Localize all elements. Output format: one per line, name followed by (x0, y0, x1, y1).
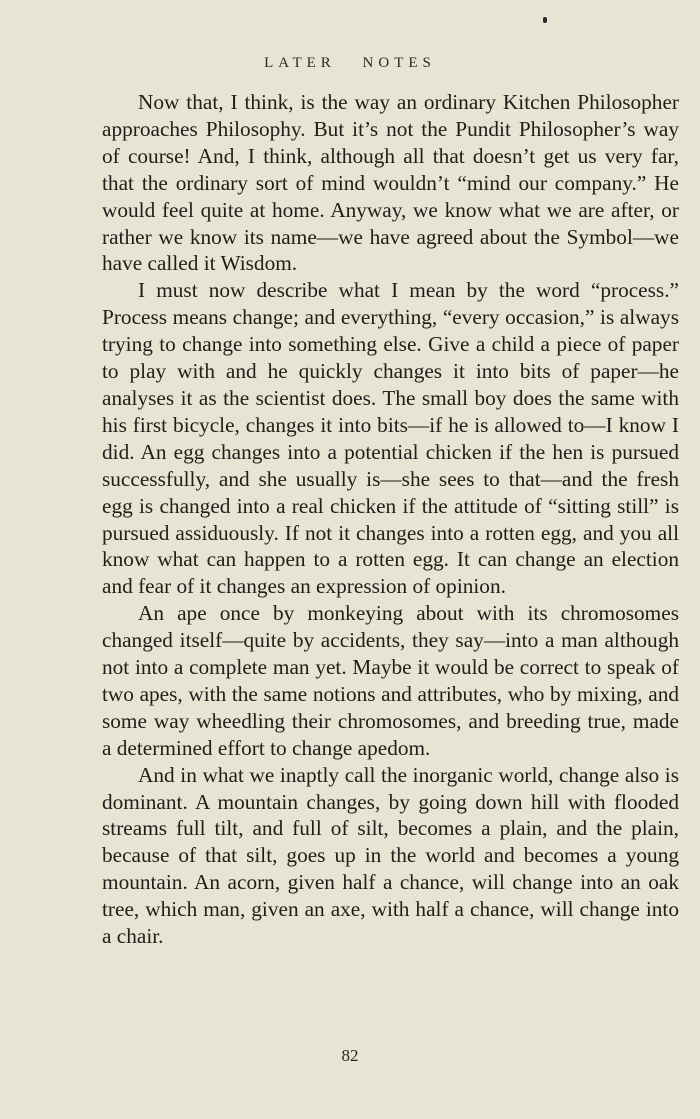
paragraph: Now that, I think, is the way an ordinary Kitchen Philosopher approaches Philosophy. But it’s not the Pundit Philosopher’s way of course! And, I think, although all that doesn’t get us very far, that the ordinary sort of mind wouldn’t “mind our company.” He would feel quite at home. Anyway, we know what we are after, or rather we know its name—we have agreed about the Symbol—we have called it Wisdom. (102, 90, 679, 276)
paragraph: I must now describe what I mean by the word “process.” Process means change; and everything, “every occasion,” is always trying to change into something else. Give a child a piece of paper to play with and he quickly changes it into bits of paper—he analyses it as the scientist does. The small boy does the same with his first bicycle, changes it into bits—if he is allowed to—I know I did. An egg changes into a potential chicken if the hen is pursued successfully, and she usually is—she sees to that—and the fresh egg is changed into a real chicken if the attitude of “sitting still” is pursued assiduously. If not it changes into a rotten egg, and you all know what can happen to a rotten egg. It can change an election and fear of it changes an expression of opinion. (102, 278, 679, 599)
page-number: 82 (341, 1046, 359, 1065)
running-head: LATER NOTES (264, 55, 436, 71)
paragraph: And in what we inaptly call the inorganic world, change also is dominant. A mountain changes, by going down hill with flooded streams full tilt, and full of silt, becomes a plain, and the plain, because of that silt, goes up in the world and becomes a young mountain. An acorn, given half a chance, will change into an oak tree, which man, given an axe, with half a chance, will change into a chair. (102, 762, 679, 949)
body-text (102, 89, 679, 950)
ink-speck (543, 17, 547, 23)
paragraph: An ape once by monkeying about with its chromosomes changed itself—quite by accidents, they say—into a man although not into a complete man yet. Maybe it would be correct to speak of two apes, with the same notions and attributes, who by mixing, and some way wheedling their chromosomes, and breeding true, made a determined effort to change apedom. (102, 601, 679, 760)
